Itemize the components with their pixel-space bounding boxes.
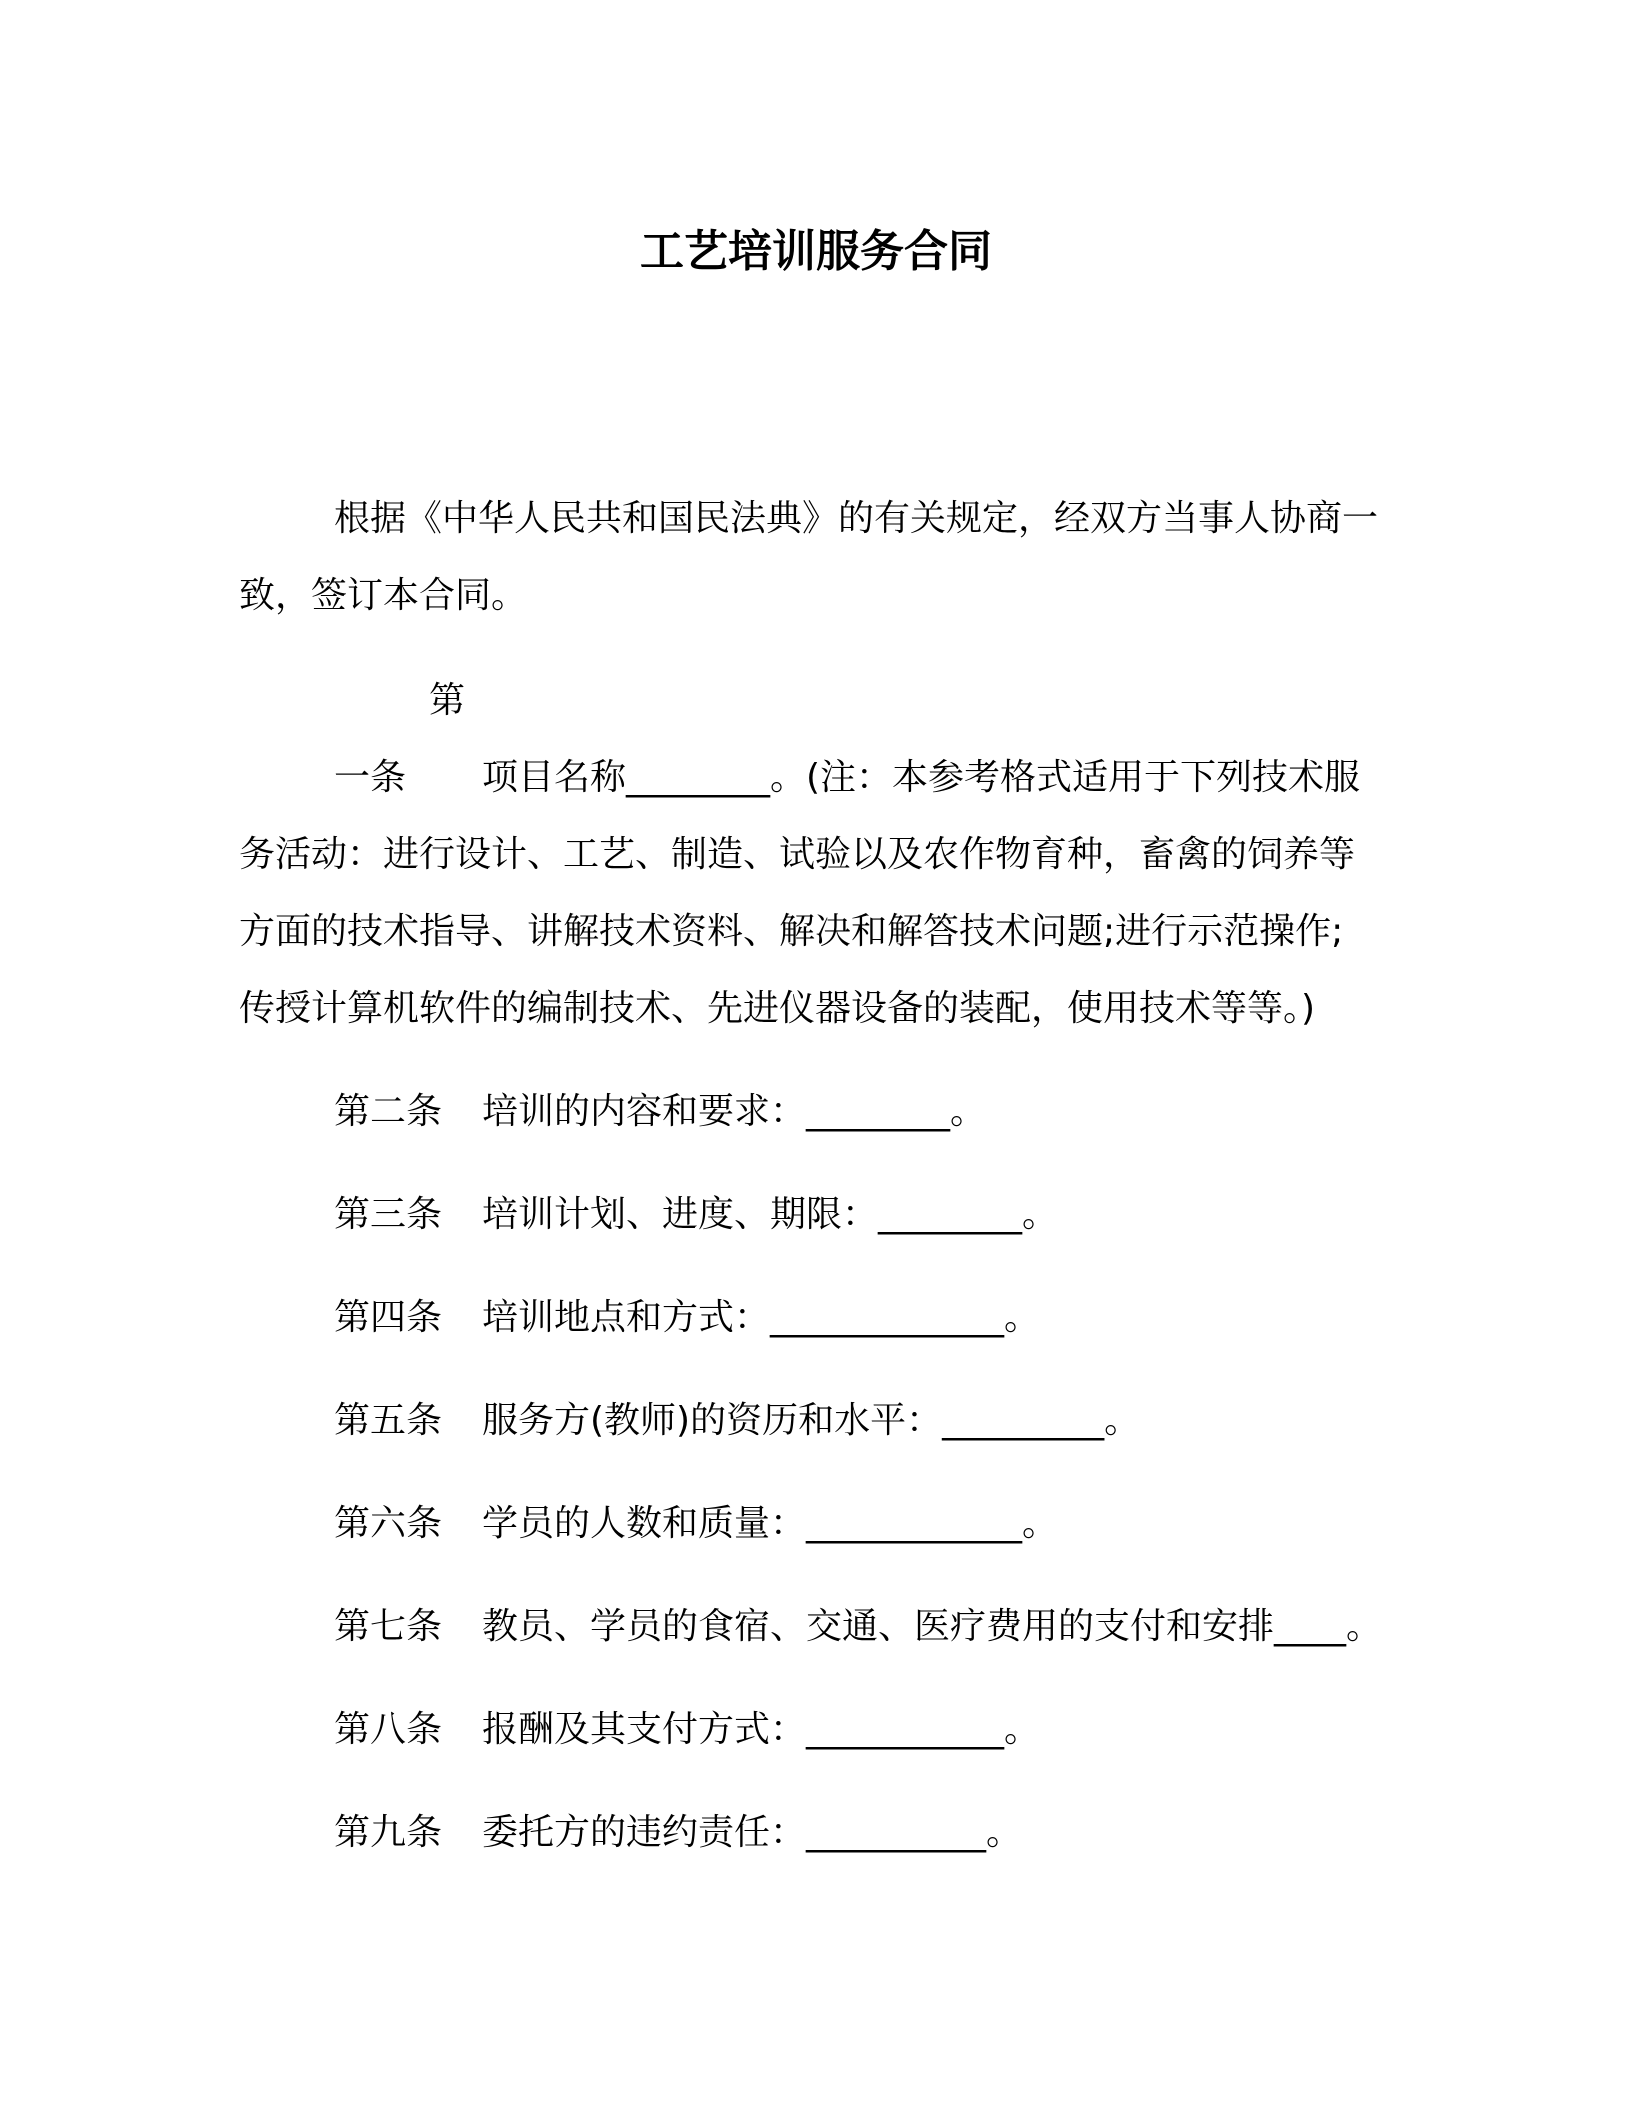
article-text: 服务方(教师)的资历和水平：_________。 xyxy=(482,1400,1141,1441)
article-row xyxy=(334,1803,1022,1863)
article-text: 教员、学员的食宿、交通、医疗费用的支付和安排____。 xyxy=(482,1606,1383,1647)
article-row xyxy=(334,1597,1382,1657)
article-text: 培训的内容和要求：________。 xyxy=(482,1091,987,1132)
article-number: 第九条 xyxy=(334,1812,443,1853)
intro-paragraph xyxy=(239,480,1379,634)
article-1-number: 第一条 xyxy=(334,680,466,798)
article-number: 第四条 xyxy=(334,1297,443,1338)
article-row xyxy=(334,1185,1058,1245)
intro-text: 根据《中华人民共和国民法典》的有关规定，经双方当事人协商一致，签订本合同。 xyxy=(239,498,1379,616)
article-row xyxy=(334,1494,1058,1554)
article-text: 培训地点和方式：_____________。 xyxy=(482,1297,1041,1338)
article-number: 第七条 xyxy=(334,1606,443,1647)
document-title: 工艺培训服务合同 xyxy=(640,226,992,277)
article-row xyxy=(334,1288,1040,1348)
article-text: 报酬及其支付方式：___________。 xyxy=(482,1709,1041,1750)
article-number: 第三条 xyxy=(334,1194,443,1235)
article-row xyxy=(334,1082,986,1142)
article-number: 第五条 xyxy=(334,1400,443,1441)
article-number: 第二条 xyxy=(334,1091,443,1132)
article-number: 第八条 xyxy=(334,1709,443,1750)
article-number: 第六条 xyxy=(334,1503,443,1544)
article-text: 学员的人数和质量：____________。 xyxy=(482,1503,1059,1544)
article-text: 培训计划、进度、期限：________。 xyxy=(482,1194,1059,1235)
article-row xyxy=(334,1700,1040,1760)
article-1-paragraph xyxy=(239,662,1379,1047)
article-row xyxy=(334,1391,1140,1451)
article-1-text: 项目名称________。(注：本参考格式适用于下列技术服务活动：进行设计、工艺、制造、试验以及农作物育种，畜禽的饲养等方面的技术指导、讲解技术资料、解决和解答技术问题;进行示范操作;传授计算机软件的编制技术、先进仪器设备的装配，使用技术等等。) xyxy=(239,757,1361,1029)
article-text: 委托方的违约责任：__________。 xyxy=(482,1812,1023,1853)
